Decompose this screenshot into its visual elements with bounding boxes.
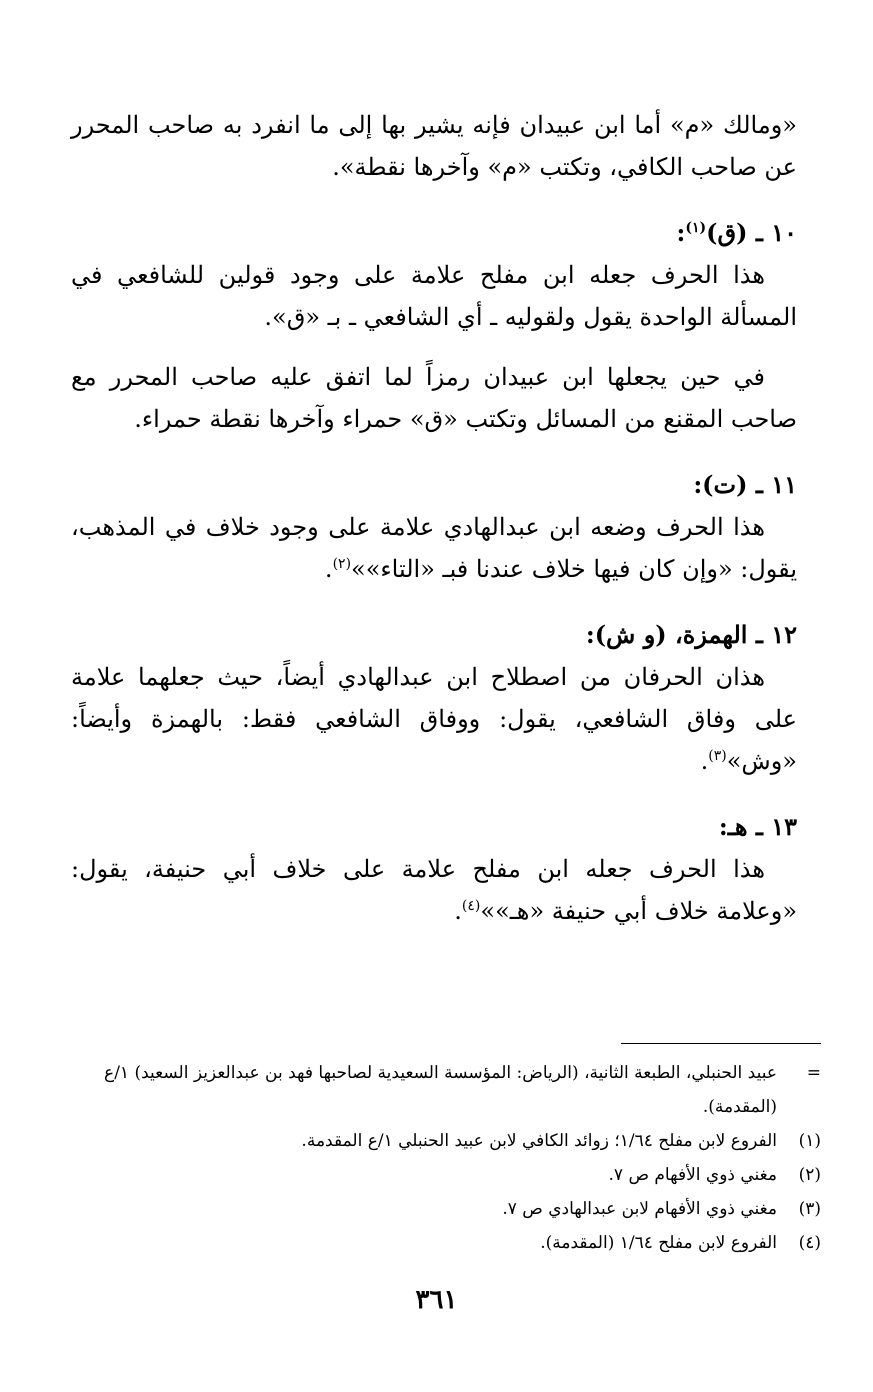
footnote-1 [71, 1124, 821, 1158]
section-10-paragraph-1: هذا الحرف جعله ابن مفلح علامة على وجود قولين للشافعي في المسألة الواحدة يقول ولقوليه ـ أي الشافعي ـ بـ «ق». [71, 261, 797, 331]
continuation-paragraph: «ومالك «م» أما ابن عبيدان فإنه يشير بها إلى ما انفرد به صاحب المحرر عن صاحب الكافي، وتكتب «م» وآخرها نقطة». [71, 111, 797, 181]
footnote-number: (١) [798, 1131, 821, 1151]
footnotes [71, 1056, 821, 1260]
section-10-title: ١٠ ـ (ق) [706, 218, 797, 247]
footnote-3 [71, 1192, 821, 1226]
section-11-paragraph [71, 506, 797, 590]
footnote-text: مغني ذوي الأفهام ص ٧. [608, 1165, 777, 1185]
continuation-mark: = [806, 1063, 821, 1083]
section-13-period: . [454, 897, 462, 925]
footnote-continuation [71, 1056, 821, 1124]
section-12-period: . [700, 747, 709, 775]
footnote-text: الفروع لابن مفلح ١/٦٤ (المقدمة). [540, 1233, 777, 1253]
footnote-ref-3: (٣) [708, 748, 727, 764]
footnote-text: عبيد الحنبلي، الطبعة الثانية، (الرياض: المؤسسة السعيدية لصاحبها فهد بن عبدالعزيز السعيد) ١/ع (المقدمة). [104, 1063, 777, 1117]
section-11-period: . [324, 555, 333, 583]
section-13-paragraph [71, 848, 797, 932]
footnote-divider [621, 1043, 821, 1044]
section-10-colon: : [676, 218, 686, 247]
page-number: ٣٦١ [415, 1285, 458, 1315]
footnote-4 [71, 1226, 821, 1260]
section-10-paragraph-2: في حين يجعلها ابن عبيدان رمزاً لما اتفق عليه صاحب المحرر مع صاحب المقنع من المسائل وتكتب «ق» حمراء وآخرها نقطة حمراء. [71, 363, 797, 433]
section-13-heading: ١٣ ـ هـ: [718, 812, 797, 841]
footnote-text: الفروع لابن مفلح ١/٦٤؛ زوائد الكافي لابن عبيد الحنبلي ١/ع المقدمة. [301, 1131, 777, 1151]
section-13-text: هذا الحرف جعله ابن مفلح علامة على خلاف أبي حنيفة، يقول: «وعلامة خلاف أبي حنيفة «هـ»» [71, 855, 797, 925]
footnote-text: مغني ذوي الأفهام لابن عبدالهادي ص ٧. [502, 1199, 777, 1219]
footnote-number: (٤) [798, 1233, 821, 1253]
footnote-2 [71, 1158, 821, 1192]
section-11-heading: ١١ ـ (ت): [693, 470, 797, 499]
footnote-ref-2: (٢) [332, 556, 352, 572]
footnote-ref-1: (١) [685, 220, 707, 236]
main-text [71, 104, 797, 932]
section-12-heading: ١٢ ـ الهمزة، (و ش): [585, 620, 797, 649]
footnote-number: (٣) [798, 1199, 821, 1219]
footnote-number: (٢) [798, 1165, 821, 1185]
section-10-heading [71, 212, 797, 254]
section-12-paragraph [71, 656, 797, 782]
section-11-text: هذا الحرف وضعه ابن عبدالهادي علامة على وجود خلاف في المذهب، يقول: «وإن كان فيها خلاف عندنا فبـ «التاء»» [71, 513, 797, 583]
section-12-text: هذان الحرفان من اصطلاح ابن عبدالهادي أيضاً، حيث جعلهما علامة على وفاق الشافعي، يقول: ووفاق الشافعي فقط: بالهمزة وأيضاً: «وش» [71, 663, 797, 775]
footnote-ref-4: (٤) [461, 898, 481, 914]
